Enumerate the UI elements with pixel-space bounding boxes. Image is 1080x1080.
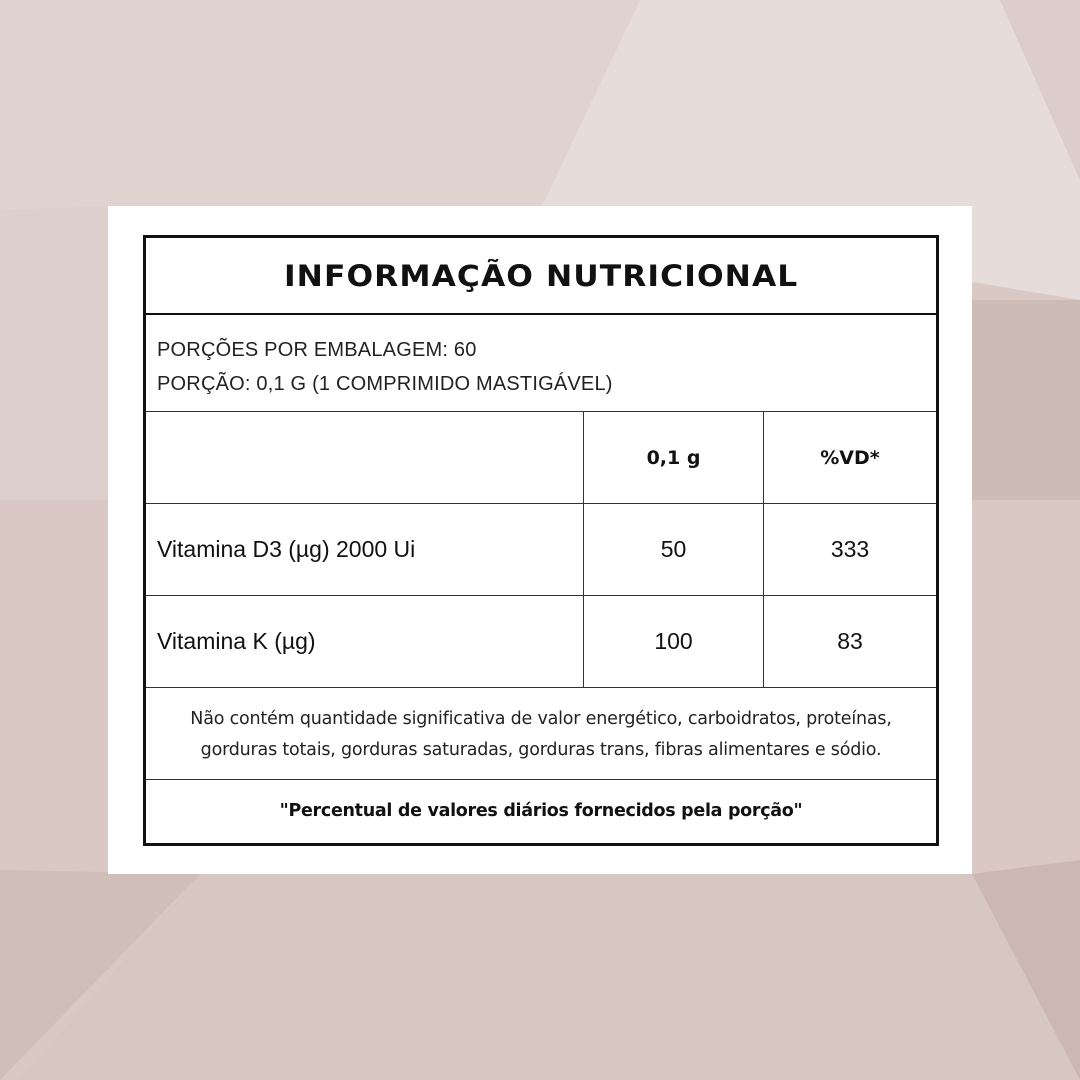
nutrient-grid [146, 412, 936, 688]
nutrient-name: Vitamina K (µg) [157, 628, 316, 654]
row-vitamin-k-nutrient [146, 596, 583, 688]
nutrition-table [143, 235, 939, 846]
row-vitamin-k-amount [583, 596, 763, 688]
portions-per-package: PORÇÕES POR EMBALAGEM: 60 [157, 339, 477, 361]
portion-size: PORÇÃO: 0,1 G (1 COMPRIMIDO MASTIGÁVEL) [157, 373, 613, 395]
table-title: INFORMAÇÃO NUTRICIONAL [283, 258, 799, 293]
nutrient-amount: 50 [660, 536, 687, 562]
header-nutrient-cell [146, 412, 583, 504]
title-row [146, 238, 936, 315]
note-line-2: gorduras totais, gorduras saturadas, gorduras trans, fibras alimentares e sódio. [200, 739, 882, 760]
portion-info [146, 315, 936, 412]
disclaimer-note [146, 688, 936, 780]
footer-row [146, 780, 936, 841]
row-vitamin-d3-amount [583, 504, 763, 596]
nutrient-name: Vitamina D3 (µg) 2000 Ui [157, 536, 416, 562]
nutrient-dv: 83 [837, 628, 863, 654]
note-line-1: Não contém quantidade significativa de valor energético, carboidratos, proteínas, [190, 708, 892, 729]
row-vitamin-k-dv [763, 596, 936, 688]
header-dv-label: %VD* [820, 446, 880, 469]
header-dv-cell [763, 412, 936, 504]
nutrient-amount: 100 [654, 628, 693, 654]
nutrient-dv: 333 [830, 536, 870, 562]
footer-note: "Percentual de valores diários fornecidos pela porção" [279, 800, 803, 821]
header-amount-label: 0,1 g [646, 446, 701, 469]
nutrition-card [108, 206, 972, 874]
row-vitamin-d3-dv [763, 504, 936, 596]
row-vitamin-d3-nutrient [146, 504, 583, 596]
header-amount-cell [583, 412, 763, 504]
